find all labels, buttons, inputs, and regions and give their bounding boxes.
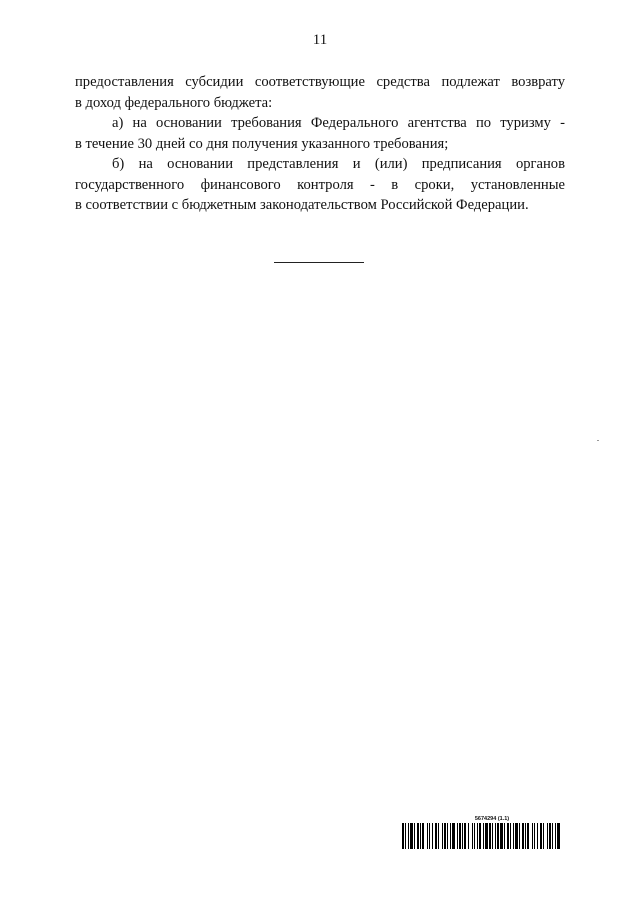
- barcode-bar: [507, 823, 509, 849]
- barcode-bar: [429, 823, 430, 849]
- barcode-bar: [459, 823, 461, 849]
- barcode-bar: [410, 823, 413, 849]
- barcode-bar: [432, 823, 433, 849]
- barcode-bar: [405, 823, 406, 849]
- barcode-bar: [438, 823, 439, 849]
- barcode-bar: [422, 823, 424, 849]
- barcode-bar: [540, 823, 542, 849]
- document-body: [75, 72, 565, 216]
- barcode-bar: [447, 823, 448, 849]
- barcode-bar: [495, 823, 496, 849]
- paragraph-3-line-1: б) на основании представления и (или) предписания органов: [112, 156, 565, 172]
- barcode-bar: [452, 823, 455, 849]
- barcode-bar: [408, 823, 409, 849]
- barcode-bar: [557, 823, 560, 849]
- barcode-bar: [497, 823, 499, 849]
- barcode-bar: [444, 823, 446, 849]
- paragraph-2-line-2: в течение 30 дней со дня получения указанного требования;: [75, 135, 449, 152]
- barcode-bar: [549, 823, 551, 849]
- barcode-bar: [483, 823, 484, 849]
- barcode-bar: [462, 823, 463, 849]
- barcode-block: [402, 816, 560, 849]
- barcode-bar: [477, 823, 478, 849]
- barcode-bar: [543, 823, 544, 849]
- paragraph-3: [75, 154, 565, 216]
- barcode-bar: [450, 823, 451, 849]
- barcode-bar: [513, 823, 514, 849]
- barcode-bar: [474, 823, 475, 849]
- barcode-bar: [534, 823, 535, 849]
- page-number: 11: [312, 32, 328, 48]
- barcode-bar: [442, 823, 443, 849]
- end-of-document-rule: [274, 262, 364, 263]
- barcode-bar: [489, 823, 491, 849]
- barcode-bar: [555, 823, 556, 849]
- barcode-bar: [427, 823, 428, 849]
- barcode-bar: [519, 823, 520, 849]
- barcode-bar: [468, 823, 469, 849]
- barcode-label: 5674294 (1.1): [474, 816, 510, 822]
- barcode-icon: [402, 823, 560, 849]
- barcode-bar: [552, 823, 553, 849]
- paragraph-3-line-3: в соответствии с бюджетным законодательством Российской Федерации.: [75, 197, 529, 213]
- barcode-bar: [527, 823, 529, 849]
- barcode-bar: [472, 823, 473, 849]
- barcode-bar: [492, 823, 493, 849]
- paragraph-2: [75, 113, 565, 154]
- paragraph-1-line-2: в доход федерального бюджета:: [75, 94, 273, 111]
- barcode-bar: [485, 823, 488, 849]
- barcode-bar: [500, 823, 503, 849]
- barcode-bar: [479, 823, 481, 849]
- paragraph-3-line-2: государственного финансового контроля - в сроки, установленные: [75, 176, 565, 193]
- barcode-bar: [525, 823, 526, 849]
- barcode-bar: [417, 823, 419, 849]
- barcode-bar: [457, 823, 458, 849]
- barcode-bar: [504, 823, 505, 849]
- barcode-bar: [515, 823, 518, 849]
- barcode-bar: [435, 823, 437, 849]
- barcode-bar: [522, 823, 524, 849]
- barcode-bar: [420, 823, 421, 849]
- barcode-bar: [510, 823, 511, 849]
- barcode-bar: [547, 823, 548, 849]
- barcode-bar: [402, 823, 404, 849]
- barcode-bar: [414, 823, 415, 849]
- barcode-bar: [537, 823, 538, 849]
- paragraph-1-line-1: предоставления субсидии соответствующие средства подлежат возврату: [75, 74, 565, 90]
- barcode-bar: [464, 823, 466, 849]
- paragraph-1: [75, 72, 565, 113]
- paragraph-2-line-1: а) на основании требования Федерального агентства по туризму -: [112, 115, 565, 131]
- scan-speck: [597, 440, 599, 441]
- barcode-bar: [532, 823, 533, 849]
